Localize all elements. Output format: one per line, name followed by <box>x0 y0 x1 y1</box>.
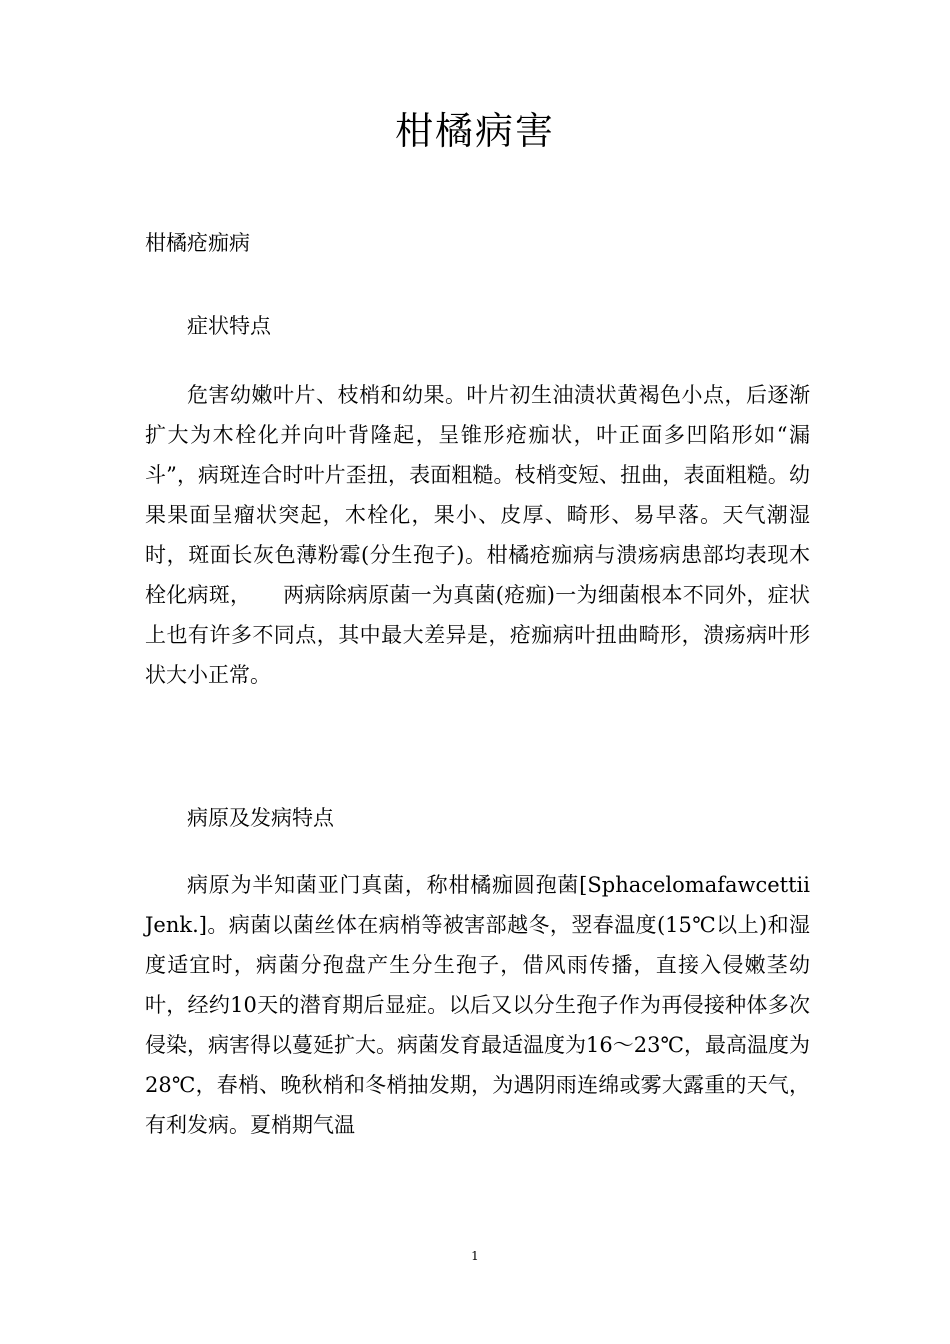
document-title: 柑橘病害 <box>394 109 555 153</box>
section-heading: 柑橘疮痂病 <box>145 231 250 255</box>
subheading-pathogen: 病原及发病特点 <box>187 806 334 830</box>
page-number: 1 <box>471 1249 479 1263</box>
paragraph-symptoms: 危害幼嫩叶片、枝梢和幼果。叶片初生油渍状黄褐色小点，后逐渐扩大为木栓化并向叶背隆起，呈锥形疮痂状，叶正面多凹陷形如“漏斗”，病斑连合时叶片歪扭，表面粗糙。枝梢变短、扭曲，表面粗糙。幼果果面呈瘤状突起，木栓化，果小、皮厚、畸形、易早落。天气潮湿时，斑面长灰色薄粉霉(分生孢子)。柑橘疮痂病与溃疡病患部均表现木栓化病斑， 两病除病原菌一为真菌(疮痂)一为细菌根本不同外，症状上也有许多不同点，其中最大差异是，疮痂病叶扭曲畸形，溃疡病叶形状大小正常。 <box>145 383 810 687</box>
subheading-symptoms: 症状特点 <box>187 314 271 338</box>
paragraph-pathogen: 病原为半知菌亚门真菌，称柑橘痂圆孢菌[Sphacelomafawcettii Jenk.]。病菌以菌丝体在病梢等被害部越冬，翌春温度(15℃以上)和湿度适宜时，病菌分孢盘产生分生孢子，借风雨传播，直接入侵嫩茎幼叶，经约10天的潜育期后显症。以后又以分生孢子作为再侵接种体多次侵染，病害得以蔓延扩大。病菌发育最适温度为16～23℃，最高温度为28℃，春梢、晚秋梢和冬梢抽发期，为遇阴雨连绵或雾大露重的天气，有利发病。夏梢期气温 <box>145 873 810 1137</box>
